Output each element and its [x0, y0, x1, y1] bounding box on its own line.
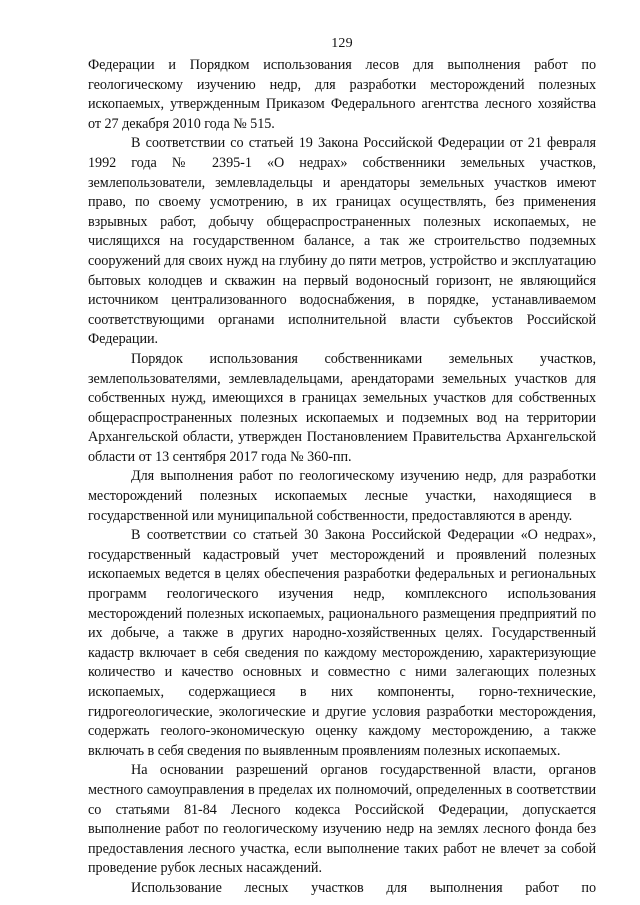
paragraph-3: Порядок использования собственниками земельных участков, землепользователями, землевладельцами, арендаторами земельных участков для собственных нужд, имеющихся в границах земельных участков для собственных общераспространенных полезных ископаемых и подземных вод на территории Архангельской области, утвержден Постановлением Правительства Архангельской области от 13 сентября 2017 года № 360-пп. [88, 350, 596, 465]
paragraph-1: Федерации и Порядком использования лесов для выполнения работ по геологическому изучению недр, для разработки месторождений полезных ископаемых, утвержденным Приказом Федерального агентства лесного хозяйства от 27 декабря 2010 года № 515. [88, 57, 596, 132]
paragraph-7: Использование лесных участков для выполнения работ по [131, 879, 596, 896]
document-page [88, 36, 596, 899]
paragraph-5: В соответствии со статьей 30 Закона Российской Федерации «О недрах», государственный кадастровый учет месторождений и проявлений полезных ископаемых ведется в целях обеспечения разработки федеральных и региональных программ геологического изучения недр, комплексного использования месторождений полезных ископаемых, рационального размещения предприятий по их добыче, а также в других народно-хозяйственных целях. Государственный кадастр включает в себя сведения по каждому месторождению, характеризующие количество и качество основных и совместно с ними залегающих полезных ископаемых, содержащиеся в них компоненты, горно-технические, гидрогеологические, экологические и другие условия разработки месторождения, содержать геолого-экономическую оценку каждому месторождению, а также включать в себя сведения по выявленным проявлениям полезных ископаемых. [88, 527, 596, 759]
paragraph-4: Для выполнения работ по геологическому изучению недр, для разработки месторождений полезных ископаемых лесные участки, находящиеся в государственной или муниципальной собственности, предоставляются в аренду. [88, 468, 596, 524]
paragraph-6: На основании разрешений органов государственной власти, органов местного самоуправления в пределах их полномочий, определенных в соответствии со статьями 81-84 Лесного кодекса Российской Федерации, допускается выполнение работ по геологическому изучению недр на землях лесного фонда без предоставления лесного участка, если выполнение таких работ не влечет за собой проведение рубок лесных насаждений. [88, 762, 596, 877]
page-number: 129 [331, 36, 353, 51]
paragraph-2: В соответствии со статьей 19 Закона Российской Федерации от 21 февраля 1992 года № 2395-1 «О недрах» собственники земельных участков, землепользователи, землевладельцы и арендаторы земельных участков имеют право, по своему усмотрению, в их границах осуществлять, без применения взрывных работ, добычу общераспространенных полезных ископаемых, не числящихся на государственном балансе, а так же строительство подземных сооружений для своих нужд на глубину до пяти метров, устройство и эксплуатацию бытовых колодцев и скважин на первый водоносный горизонт, не являющийся источником централизованного водоснабжения, в порядке, устанавливаемом соответствующими органами исполнительной власти субъектов Российской Федерации. [88, 135, 596, 348]
